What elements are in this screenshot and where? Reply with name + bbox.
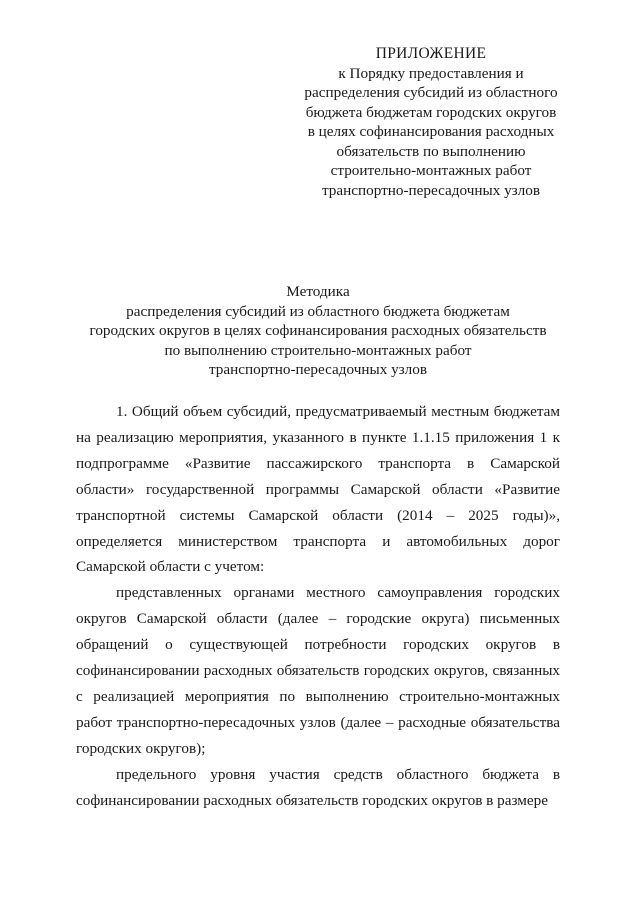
paragraph-2: представленных органами местного самоуправления городских округов Самарской области (далее – городские округа) письменных обращений о существующей потребности городских округов в софинансировании расходных обязательств городских округов, связанных с реализацией мероприятия по выполнению строительно-монтажных работ транспортно-пересадочных узлов (далее – расходные обязательства городских округов); [76, 584, 560, 757]
methodology-heading [40, 282, 596, 380]
appendix-line: к Порядку предоставления и [338, 64, 524, 82]
appendix-line: распределения субсидий из областного [304, 84, 558, 101]
paragraph-3: предельного уровня участия средств областного бюджета в софинансировании расходных обязательств городских округов в размере [76, 765, 560, 809]
appendix-line: в целях софинансирования расходных [307, 123, 555, 140]
appendix-line: транспортно-пересадочных узлов [321, 181, 541, 199]
methodology-subtitle-line: распределения субсидий из областного бюджета бюджетам [126, 302, 510, 320]
appendix-title: ПРИЛОЖЕНИЕ [375, 45, 487, 62]
document-body [76, 399, 560, 814]
appendix-line: обязательств по выполнению [336, 142, 526, 160]
methodology-subtitle-line: транспортно-пересадочных узлов [208, 361, 428, 378]
methodology-subtitle-line: городских округов в целях софинансирования расходных обязательств [89, 322, 547, 339]
appendix-line: бюджета бюджетам городских округов [305, 103, 557, 121]
appendix-header [296, 44, 566, 200]
appendix-line: строительно-монтажных работ [330, 162, 532, 179]
methodology-title: Методика [286, 283, 350, 300]
paragraph-1: 1. Общий объем субсидий, предусматриваемый местным бюджетам на реализацию мероприятия, указанного в пункте 1.1.15 приложения 1 к подпрограмме «Развитие пассажирского транспорта в Самарской области» государственной программы Самарской области «Развитие транспортной системы Самарской области (2014 – 2025 годы)», определяется министерством транспорта и автомобильных дорог Самарской области с учетом: [76, 403, 560, 576]
methodology-subtitle-line: по выполнению строительно-монтажных работ [164, 341, 472, 359]
